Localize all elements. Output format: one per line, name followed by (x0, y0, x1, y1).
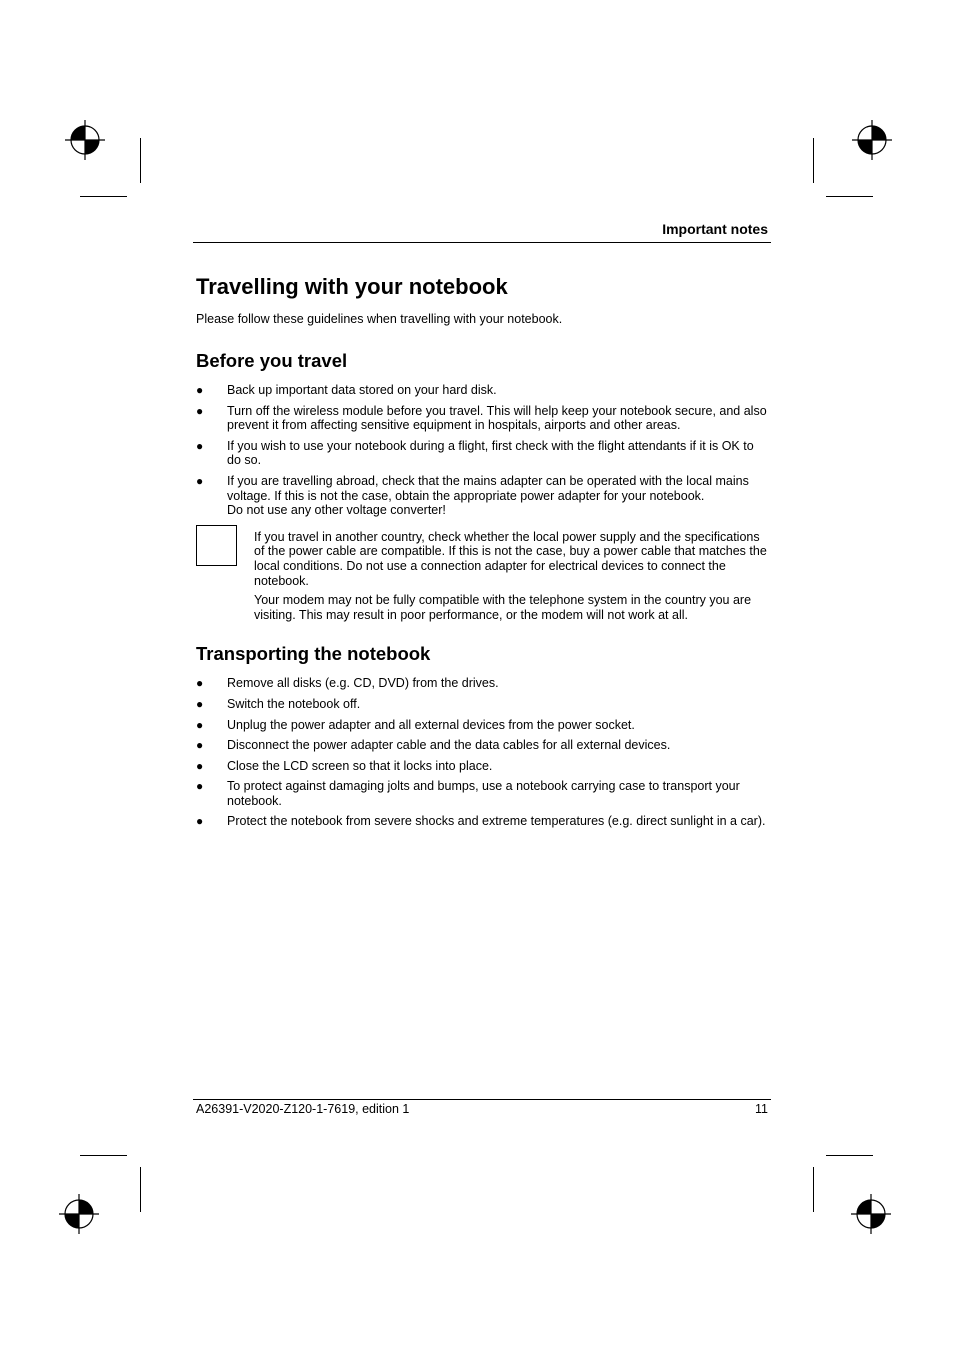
crop-mark (813, 138, 814, 183)
crop-mark (826, 196, 873, 197)
footer-divider (193, 1099, 771, 1100)
crop-mark (826, 1155, 873, 1156)
note-paragraph: Your modem may not be fully compatible with the telephone system in the country you are visiting. This may result in poor performance, or the modem will not work at all. (254, 593, 752, 622)
crop-mark (140, 1167, 141, 1212)
list-item (196, 439, 770, 468)
before-travel-list (196, 383, 770, 518)
crop-mark (813, 1167, 814, 1212)
list-item-text: To protect against damaging jolts and bumps, use a notebook carrying case to transport your notebook. (227, 779, 740, 808)
info-note (196, 530, 770, 623)
list-item (196, 474, 770, 518)
section-heading-transporting: Transporting the notebook (196, 643, 431, 665)
bullet-icon: ● (196, 676, 204, 691)
list-item-text: Close the LCD screen so that it locks into place. (227, 758, 493, 773)
registration-mark-icon (852, 120, 892, 160)
section-heading-before-travel: Before you travel (196, 350, 348, 371)
page-title: Travelling with your notebook (196, 274, 508, 299)
registration-mark-icon (59, 1194, 99, 1234)
bullet-icon: ● (196, 383, 204, 397)
list-item-text: Back up important data stored on your hard disk. (227, 383, 497, 397)
document-id: A26391-V2020-Z120-1-7619, edition 1 (196, 1102, 410, 1116)
list-item-warning: Do not use any other voltage converter! (227, 503, 446, 518)
registration-mark-icon (851, 1194, 891, 1234)
bullet-icon: ● (196, 438, 204, 453)
crop-mark (80, 1155, 127, 1156)
running-header: Important notes (662, 221, 768, 237)
list-item-text: Unplug the power adapter and all external devices from the power socket. (227, 717, 635, 732)
transporting-list (196, 676, 770, 829)
registration-mark-icon (65, 120, 105, 160)
note-paragraph: If you travel in another country, check whether the local power supply and the specifications of the power cable are compatible. If this is not the case, buy a power cable that matches the local conditions. Do not use a connection adapter for electrical devices to connect the notebook. (254, 529, 767, 588)
bullet-icon: ● (196, 403, 204, 418)
list-item (196, 676, 770, 691)
list-item-text: If you wish to use your notebook during a flight, first check with the flight attendants if it is OK to do so. (227, 438, 754, 468)
list-item (196, 383, 770, 398)
list-item-text: If you are travelling abroad, check that the mains adapter can be operated with the local mains voltage. If this is not the case, obtain the appropriate power adapter for your notebook. (227, 473, 749, 503)
list-item (196, 404, 770, 433)
header-divider (193, 242, 771, 243)
bullet-icon: ● (196, 738, 204, 753)
list-item-text: Turn off the wireless module before you travel. This will help keep your notebook secure, and also prevent it from affecting sensitive equipment in hospitals, airports and other areas. (227, 403, 767, 433)
list-item-text: Switch the notebook off. (227, 696, 361, 711)
bullet-icon: ● (196, 758, 204, 773)
list-item (196, 814, 770, 829)
bullet-icon: ● (196, 717, 204, 732)
page-number: 11 (755, 1102, 768, 1116)
list-item (196, 779, 770, 808)
list-item-text: Disconnect the power adapter cable and the data cables for all external devices. (227, 738, 671, 753)
main-content (196, 272, 770, 835)
bullet-icon: ● (196, 696, 204, 711)
intro-paragraph: Please follow these guidelines when travelling with your notebook. (196, 312, 563, 326)
info-box-icon (196, 525, 237, 566)
bullet-icon: ● (196, 473, 204, 488)
list-item (196, 718, 770, 733)
list-item-text: Protect the notebook from severe shocks and extreme temperatures (e.g. direct sunlight in a car). (227, 814, 766, 829)
list-item (196, 697, 770, 712)
crop-mark (140, 138, 141, 183)
crop-mark (80, 196, 127, 197)
bullet-icon: ● (196, 779, 204, 794)
list-item-text: Remove all disks (e.g. CD, DVD) from the drives. (227, 676, 499, 691)
list-item (196, 738, 770, 753)
list-item (196, 759, 770, 774)
bullet-icon: ● (196, 814, 204, 829)
